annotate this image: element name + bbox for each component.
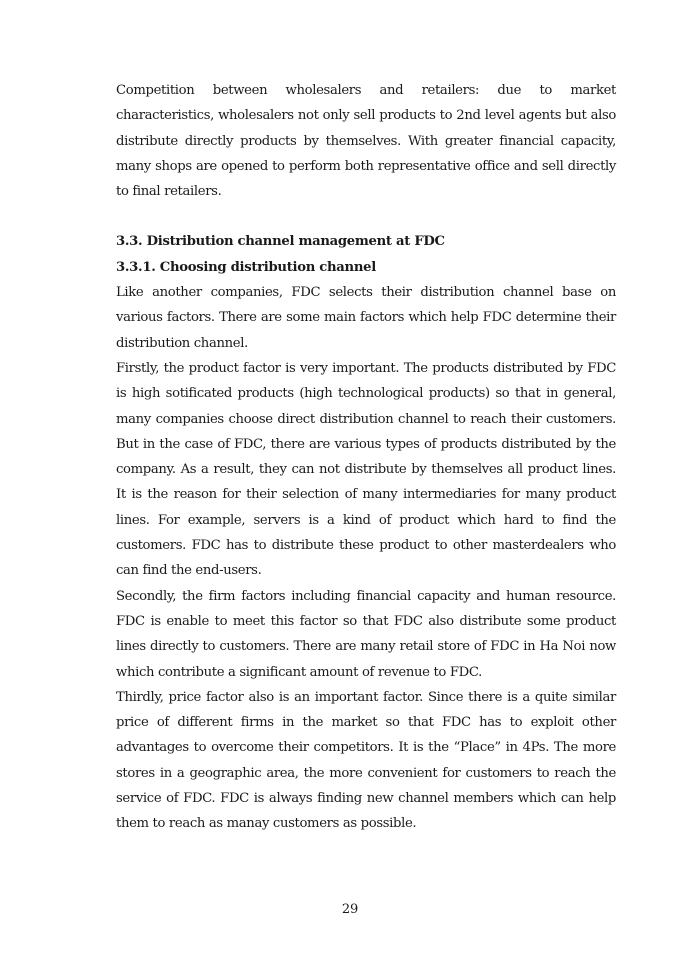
paragraph-price-factor: Thirdly, price factor also is an important factor. Since there is a quite similar price of different firms in the market so that FDC has to exploit other advantages to overcome their competitors. It is the “Place” in 4Ps. The more stores in a geographic area, the more convenient for customers to reach the service of FDC. FDC is always finding new channel members which can help them to reach as manay customers as possible. <box>116 689 616 832</box>
intro-paragraph: Competition between wholesalers and retailers: due to market characteristics, wholesalers not only sell products to 2nd level agents but also distribute directly products by themselves. With greater financial capacity, many shops are opened to perform both representative office and sell directly to final retailers. <box>116 83 616 200</box>
paragraph-firm-factor: Secondly, the firm factors including financial capacity and human resource. FDC is enable to meet this factor so that FDC also distribute some product lines directly to customers. There are many retail store of FDC in Ha Noi now which contribute a significant amount of revenue to FDC. <box>116 588 616 680</box>
subsection-heading: 3.3.1. Choosing distribution channel <box>116 259 376 275</box>
spacer <box>116 204 616 229</box>
page-content <box>116 78 616 837</box>
page-number: 29 <box>341 902 359 917</box>
section-heading: 3.3. Distribution channel management at FDC <box>116 234 445 250</box>
paragraph-product-factor: Firstly, the product factor is very important. The products distributed by FDC is high sotificated products (high technological products) so that in general, many companies choose direct distribution channel to reach their customers. But in the case of FDC, there are various types of products distributed by the company. As a result, they can not distribute by themselves all product lines. It is the reason for their selection of many intermediaries for many product lines. For example, servers is a kind of product which hard to find the customers. FDC has to distribute these product to other masterdealers who can find the end-users. <box>116 360 616 579</box>
paragraph-intro-factors: Like another companies, FDC selects their distribution channel base on various factors. There are some main factors which help FDC determine their distribution channel. <box>116 285 616 351</box>
